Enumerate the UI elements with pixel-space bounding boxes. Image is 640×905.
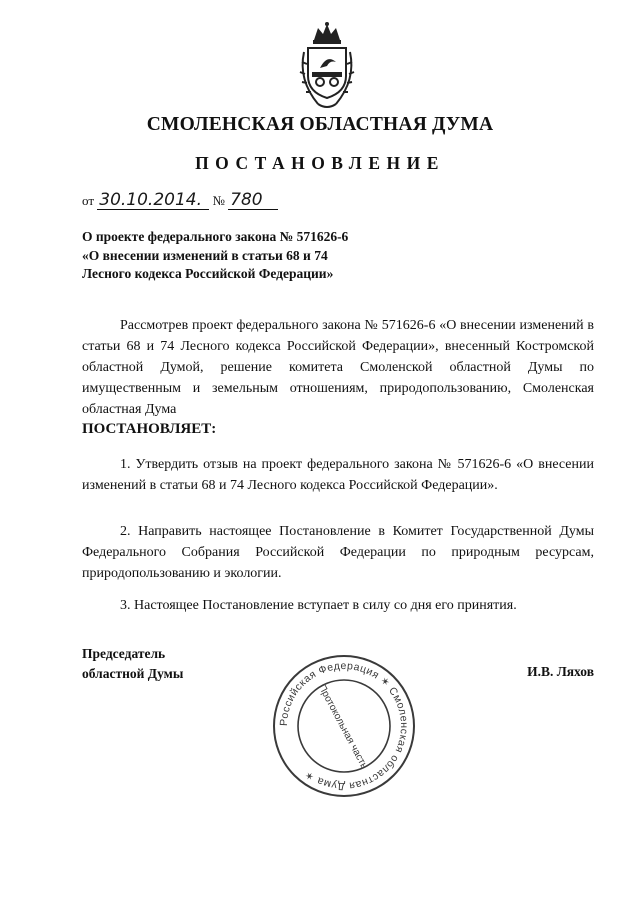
stamp-inner-text: Протокольная часть — [315, 682, 370, 771]
decree-item-2: 2. Направить настоящее Постановление в Комитет Государственной Думы Федерального Собрания Российской Федерации по природным ресурсам, природопользованию и экологии. — [82, 524, 594, 581]
number-prefix: № — [212, 193, 225, 208]
coat-of-arms-icon — [296, 22, 358, 110]
number-value: 780 — [228, 191, 278, 210]
date-number-line — [82, 191, 278, 210]
official-stamp — [270, 652, 418, 800]
subject-line: О проекте федерального закона № 571626-6 — [82, 229, 349, 244]
organization-name: СМОЛЕНСКАЯ ОБЛАСТНАЯ ДУМА — [146, 114, 494, 135]
date-prefix: от — [82, 193, 95, 208]
document-type: ПОСТАНОВЛЕНИЕ — [195, 153, 445, 173]
date-value: 30.10.2014. — [97, 191, 209, 210]
preamble-paragraph: Рассмотрев проект федерального закона № 571626-6 «О внесении изменений в статьи 68 и 74 Лесного кодекса Российской Федерации», внесенный Костромской областной Думой, решение комитета Смоленской областной Думы по имущественным и земельным отношениям, природопользованию, Смоленская областная Дума — [82, 318, 594, 417]
decree-item-3: 3. Настоящее Постановление вступает в силу со дня его принятия. — [120, 598, 517, 613]
signatory-title-line: областной Думы — [82, 666, 184, 681]
document-subject — [82, 228, 382, 284]
signatory-title-line: Председатель — [82, 646, 166, 661]
signatory-title — [82, 644, 183, 684]
signatory-name: И.В. Ляхов — [527, 664, 594, 679]
stamp-outer-text: Российская Федерация ✶ Смоленская областная Дума ✶ — [277, 659, 411, 793]
subject-line: Лесного кодекса Российской Федерации» — [82, 266, 334, 281]
subject-line: «О внесении изменений в статьи 68 и 74 — [82, 247, 328, 263]
decree-heading: ПОСТАНОВЛЯЕТ: — [82, 421, 217, 437]
decree-item-1: 1. Утвердить отзыв на проект федерального закона № 571626-6 «О внесении изменений в статьи 68 и 74 Лесного кодекса Российской Федерации». — [82, 457, 594, 493]
